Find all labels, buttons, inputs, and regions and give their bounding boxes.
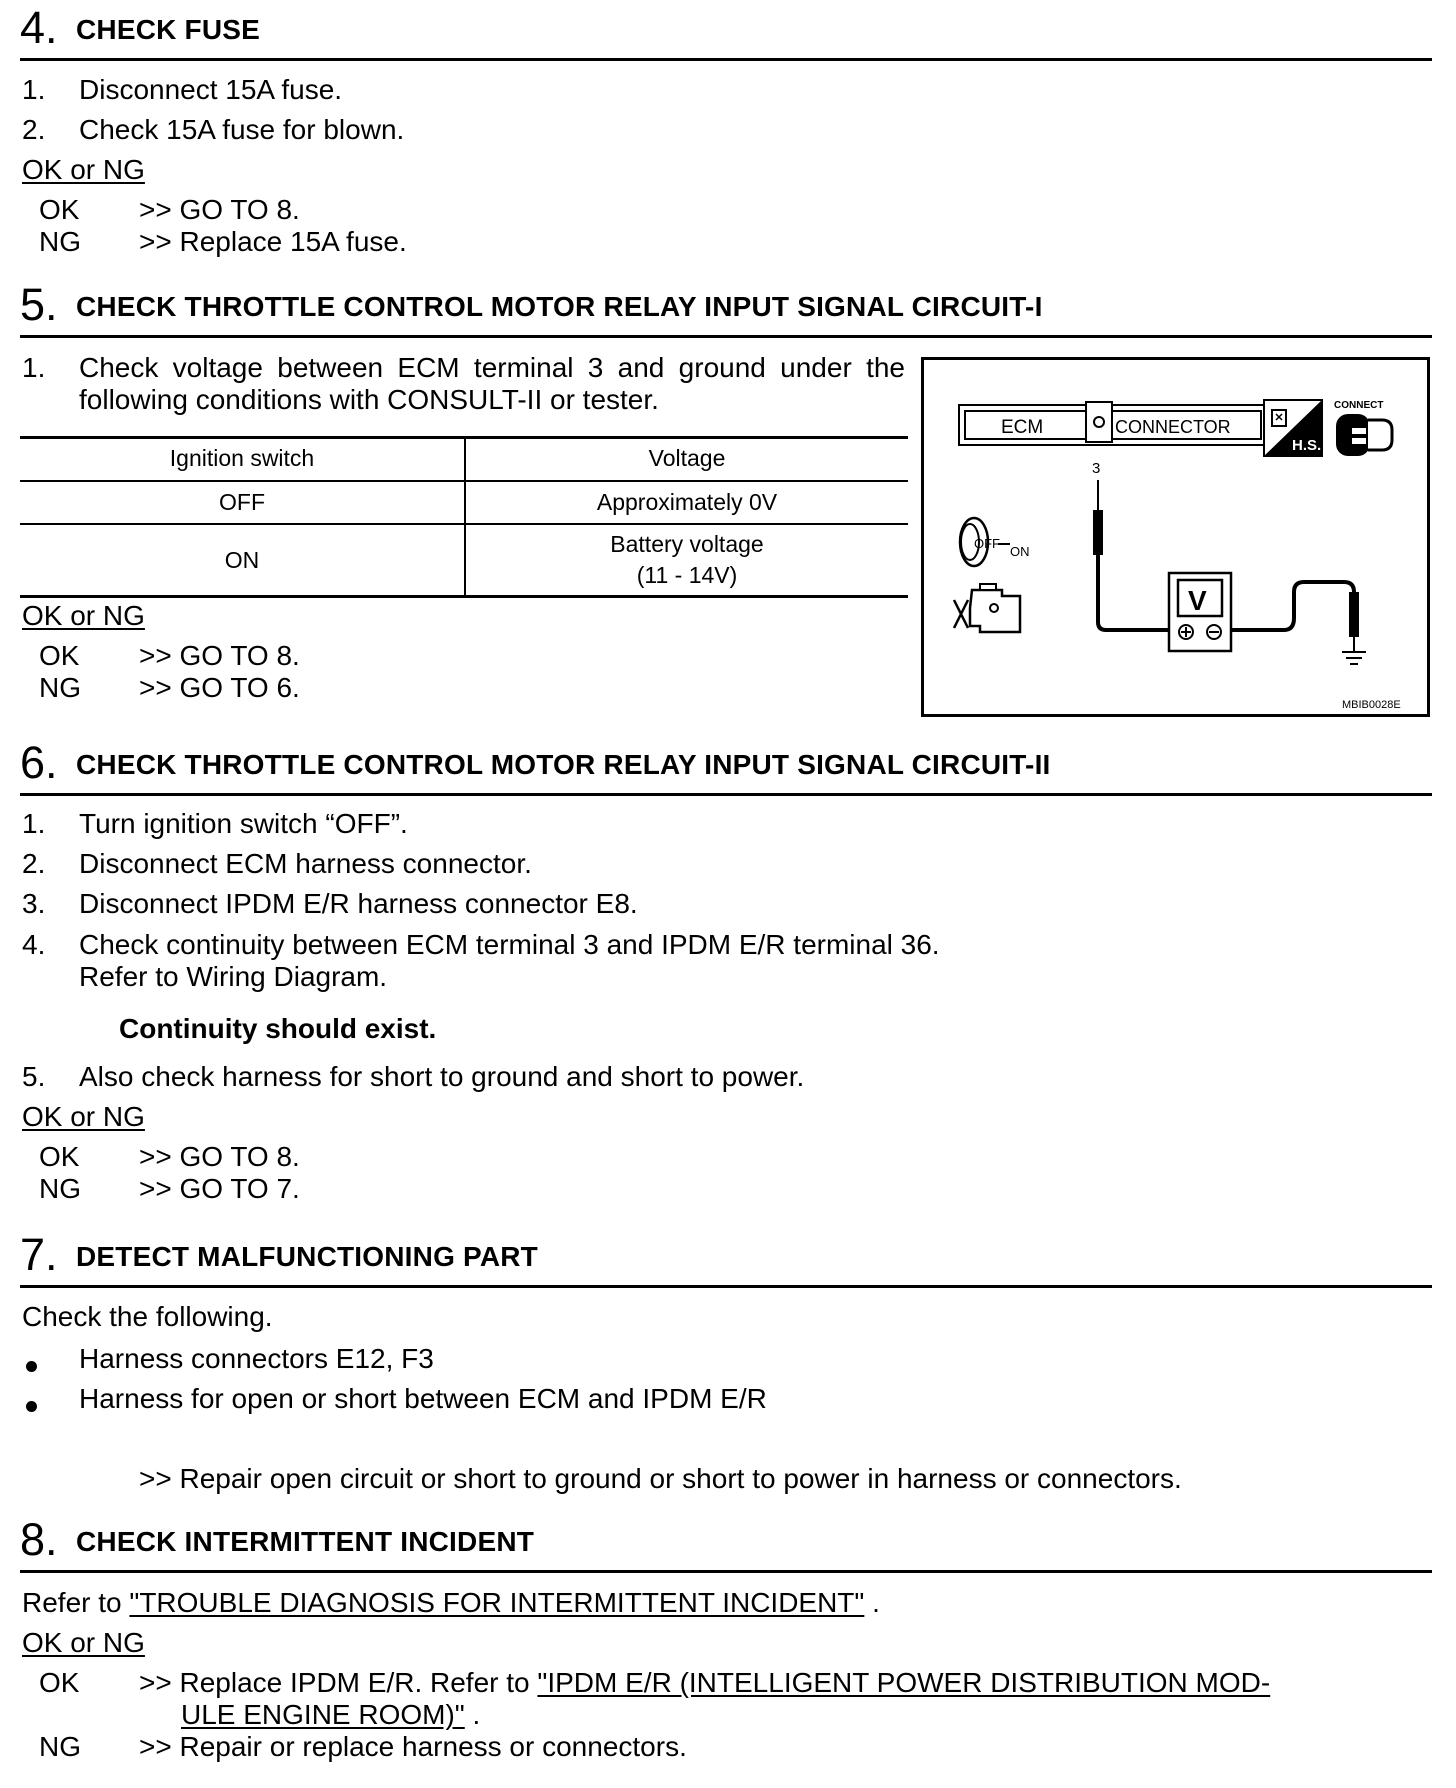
- bullet-item: Harness for open or short between ECM and IPDM E/R: [79, 1383, 767, 1414]
- list-item-continuation: Refer to Wiring Diagram.: [79, 961, 388, 992]
- key-on-label: ON: [1010, 544, 1030, 559]
- step-title: CHECK FUSE: [76, 14, 261, 45]
- bullet-icon: [26, 1361, 37, 1372]
- result-key-ng: NG: [39, 1173, 81, 1204]
- column-header-voltage: Voltage: [465, 437, 908, 481]
- table-row: [20, 481, 908, 524]
- result-action-ok: >> GO TO 8.: [139, 640, 300, 671]
- result-action-ok-continuation: [181, 1699, 480, 1731]
- ok-action-suffix: .: [464, 1699, 481, 1730]
- step-title: DETECT MALFUNCTIONING PART: [76, 1241, 538, 1272]
- list-item: Also check harness for short to ground and short to power.: [79, 1061, 805, 1092]
- list-number: 2.: [22, 848, 46, 879]
- intermittent-incident-link[interactable]: "TROUBLE DIAGNOSIS FOR INTERMITTENT INCIDENT": [129, 1587, 865, 1618]
- table-cell-switch: ON: [20, 524, 465, 595]
- voltage-range: (11 - 14V): [636, 562, 738, 588]
- connect-icon: [1334, 400, 1392, 456]
- continuity-requirement: Continuity should exist.: [119, 1013, 437, 1044]
- connector-label: CONNECTOR: [1115, 417, 1231, 437]
- list-item: Check continuity between ECM terminal 3 and IPDM E/R terminal 36.: [79, 929, 940, 960]
- ipdm-er-link[interactable]: "IPDM E/R (INTELLIGENT POWER DISTRIBUTION MOD-: [537, 1667, 1271, 1698]
- step-number: 7.: [20, 1229, 58, 1280]
- ok-or-ng-label: OK or NG: [22, 1101, 145, 1132]
- section-divider: [20, 793, 1432, 796]
- result-action-ng: >> GO TO 7.: [139, 1173, 300, 1204]
- step-number: 8.: [20, 1514, 58, 1565]
- table-cell-switch: OFF: [20, 481, 465, 524]
- result-key-ok: OK: [39, 640, 80, 671]
- list-number: 1.: [22, 74, 46, 105]
- step-number: 5.: [20, 279, 58, 330]
- result-key-ok: OK: [39, 1667, 80, 1698]
- step-title: CHECK INTERMITTENT INCIDENT: [76, 1526, 535, 1557]
- table-cell-voltage: [465, 524, 908, 595]
- list-number: 5.: [22, 1061, 46, 1092]
- result-key-ng: NG: [39, 1731, 81, 1762]
- ecm-label: ECM: [1001, 417, 1044, 438]
- ok-or-ng-label: OK or NG: [22, 1627, 145, 1658]
- engine-icon: [954, 584, 1020, 632]
- meter-label: V: [1188, 585, 1207, 616]
- step-title: CHECK THROTTLE CONTROL MOTOR RELAY INPUT SIGNAL CIRCUIT-II: [76, 749, 1051, 780]
- key-off-label: OFF: [974, 536, 1000, 551]
- result-action-ng: >> Replace 15A fuse.: [139, 226, 407, 257]
- step-number: 4.: [20, 2, 58, 53]
- voltage-table: [20, 437, 908, 595]
- section-divider: [20, 58, 1432, 61]
- result-action-ok: [139, 1667, 1270, 1699]
- repair-action: >> Repair open circuit or short to ground or short to power in harness or connectors.: [139, 1463, 1182, 1494]
- list-item: Check voltage between ECM terminal 3 and ground under the: [79, 352, 905, 383]
- result-key-ok: OK: [39, 194, 80, 225]
- list-item: Disconnect IPDM E/R harness connector E8.: [79, 888, 638, 919]
- voltage-line: Battery voltage: [610, 531, 764, 557]
- list-number: 1.: [22, 808, 46, 839]
- connect-label: CONNECT: [1334, 400, 1384, 411]
- table-header-row: [20, 437, 908, 481]
- hs-label: H.S.: [1292, 437, 1322, 454]
- voltage-check-diagram: [921, 357, 1430, 717]
- list-item: Check 15A fuse for blown.: [79, 114, 405, 145]
- ok-action-prefix: >> Replace IPDM E/R. Refer to: [139, 1667, 538, 1698]
- ground-icon: [1342, 652, 1366, 664]
- list-number: 3.: [22, 888, 46, 919]
- table-cell-voltage: Approximately 0V: [465, 481, 908, 524]
- ecm-connector-icon: [959, 402, 1267, 445]
- result-action-ok: >> GO TO 8.: [139, 1141, 300, 1172]
- list-number: 4.: [22, 929, 46, 960]
- terminal-number: 3: [1092, 460, 1101, 477]
- refer-prefix: Refer to: [22, 1587, 130, 1618]
- list-item: Disconnect ECM harness connector.: [79, 848, 532, 879]
- bullet-icon: [26, 1401, 37, 1412]
- refer-line: [22, 1587, 880, 1619]
- bullet-item: Harness connectors E12, F3: [79, 1343, 434, 1374]
- list-item-continuation: following conditions with CONSULT-II or tester.: [79, 384, 659, 415]
- table-bottom-rule: [20, 595, 908, 598]
- ok-or-ng-label: OK or NG: [22, 600, 145, 631]
- result-key-ng: NG: [39, 226, 81, 257]
- step-number: 6.: [20, 737, 58, 788]
- intro-text: Check the following.: [22, 1301, 273, 1332]
- ipdm-er-link-continuation[interactable]: ULE ENGINE ROOM)": [181, 1699, 465, 1730]
- ok-or-ng-label: OK or NG: [22, 154, 145, 185]
- result-action-ng: >> Repair or replace harness or connectors.: [139, 1731, 687, 1762]
- ignition-key-icon: [960, 518, 1030, 566]
- refer-suffix: .: [864, 1587, 880, 1618]
- list-item: Turn ignition switch “OFF”.: [79, 808, 408, 839]
- hand-sensor-icon: [1264, 400, 1322, 456]
- result-action-ng: >> GO TO 6.: [139, 672, 300, 703]
- list-item: Disconnect 15A fuse.: [79, 74, 343, 105]
- section-divider: [20, 1570, 1432, 1573]
- result-action-ok: >> GO TO 8.: [139, 194, 300, 225]
- result-key-ok: OK: [39, 1141, 80, 1172]
- list-number: 2.: [22, 114, 46, 145]
- list-number: 1.: [22, 352, 46, 383]
- table-row: [20, 524, 908, 595]
- result-key-ng: NG: [39, 672, 81, 703]
- diagram-drawing: [924, 360, 1427, 714]
- voltmeter-icon: [1169, 573, 1231, 651]
- section-divider: [20, 1285, 1432, 1288]
- step-title: CHECK THROTTLE CONTROL MOTOR RELAY INPUT SIGNAL CIRCUIT-I: [76, 291, 1043, 322]
- section-divider: [20, 335, 1432, 338]
- diagram-code: MBIB0028E: [1342, 699, 1401, 711]
- column-header-ignition-switch: Ignition switch: [20, 437, 465, 481]
